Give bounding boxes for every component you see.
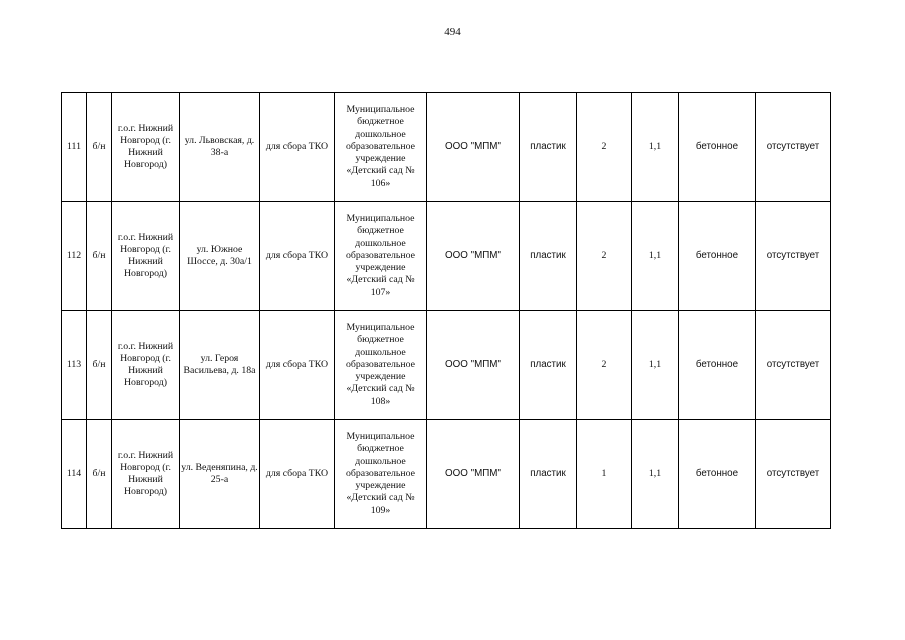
operator-cell: ООО "МПМ" <box>427 420 520 529</box>
page-number: 494 <box>444 26 461 38</box>
table-row <box>62 311 831 420</box>
container-volume-cell: 1,1 <box>632 311 679 420</box>
identifier-cell: б/н <box>87 311 112 420</box>
locality-cell: г.о.г. Нижний Новгород (г. Нижний Новгород) <box>112 202 180 311</box>
row-number-cell: 114 <box>62 420 87 529</box>
material-cell: пластик <box>520 93 577 202</box>
surface-cell: бетонное <box>679 420 756 529</box>
row-number-cell: 111 <box>62 93 87 202</box>
address-cell: ул. Южное Шоссе, д. 30а/1 <box>180 202 260 311</box>
locality-cell: г.о.г. Нижний Новгород (г. Нижний Новгород) <box>112 420 180 529</box>
table-row <box>62 420 831 529</box>
purpose-cell: для сбора ТКО <box>260 93 335 202</box>
container-volume-cell: 1,1 <box>632 420 679 529</box>
container-count-cell: 1 <box>577 420 632 529</box>
purpose-cell: для сбора ТКО <box>260 420 335 529</box>
container-volume-cell: 1,1 <box>632 202 679 311</box>
address-cell: ул. Львовская, д. 38-а <box>180 93 260 202</box>
owner-cell: Муниципальное бюджетное дошкольное образовательное учреждение «Детский сад № 107» <box>335 202 427 311</box>
purpose-cell: для сбора ТКО <box>260 311 335 420</box>
address-cell: ул. Героя Васильева, д. 18а <box>180 311 260 420</box>
purpose-cell: для сбора ТКО <box>260 202 335 311</box>
fence-cell: отсутствует <box>756 202 831 311</box>
table-row <box>62 93 831 202</box>
operator-cell: ООО "МПМ" <box>427 93 520 202</box>
row-number-cell: 113 <box>62 311 87 420</box>
owner-cell: Муниципальное бюджетное дошкольное образовательное учреждение «Детский сад № 108» <box>335 311 427 420</box>
surface-cell: бетонное <box>679 311 756 420</box>
owner-cell: Муниципальное бюджетное дошкольное образовательное учреждение «Детский сад № 106» <box>335 93 427 202</box>
registry-table <box>61 92 831 529</box>
table-body <box>62 93 831 529</box>
operator-cell: ООО "МПМ" <box>427 311 520 420</box>
fence-cell: отсутствует <box>756 93 831 202</box>
identifier-cell: б/н <box>87 202 112 311</box>
identifier-cell: б/н <box>87 93 112 202</box>
operator-cell: ООО "МПМ" <box>427 202 520 311</box>
material-cell: пластик <box>520 202 577 311</box>
row-number-cell: 112 <box>62 202 87 311</box>
identifier-cell: б/н <box>87 420 112 529</box>
container-count-cell: 2 <box>577 311 632 420</box>
surface-cell: бетонное <box>679 202 756 311</box>
material-cell: пластик <box>520 311 577 420</box>
fence-cell: отсутствует <box>756 311 831 420</box>
locality-cell: г.о.г. Нижний Новгород (г. Нижний Новгород) <box>112 93 180 202</box>
table-row <box>62 202 831 311</box>
container-volume-cell: 1,1 <box>632 93 679 202</box>
address-cell: ул. Веденяпина, д. 25-а <box>180 420 260 529</box>
material-cell: пластик <box>520 420 577 529</box>
fence-cell: отсутствует <box>756 420 831 529</box>
container-count-cell: 2 <box>577 93 632 202</box>
locality-cell: г.о.г. Нижний Новгород (г. Нижний Новгород) <box>112 311 180 420</box>
container-count-cell: 2 <box>577 202 632 311</box>
surface-cell: бетонное <box>679 93 756 202</box>
owner-cell: Муниципальное бюджетное дошкольное образовательное учреждение «Детский сад № 109» <box>335 420 427 529</box>
